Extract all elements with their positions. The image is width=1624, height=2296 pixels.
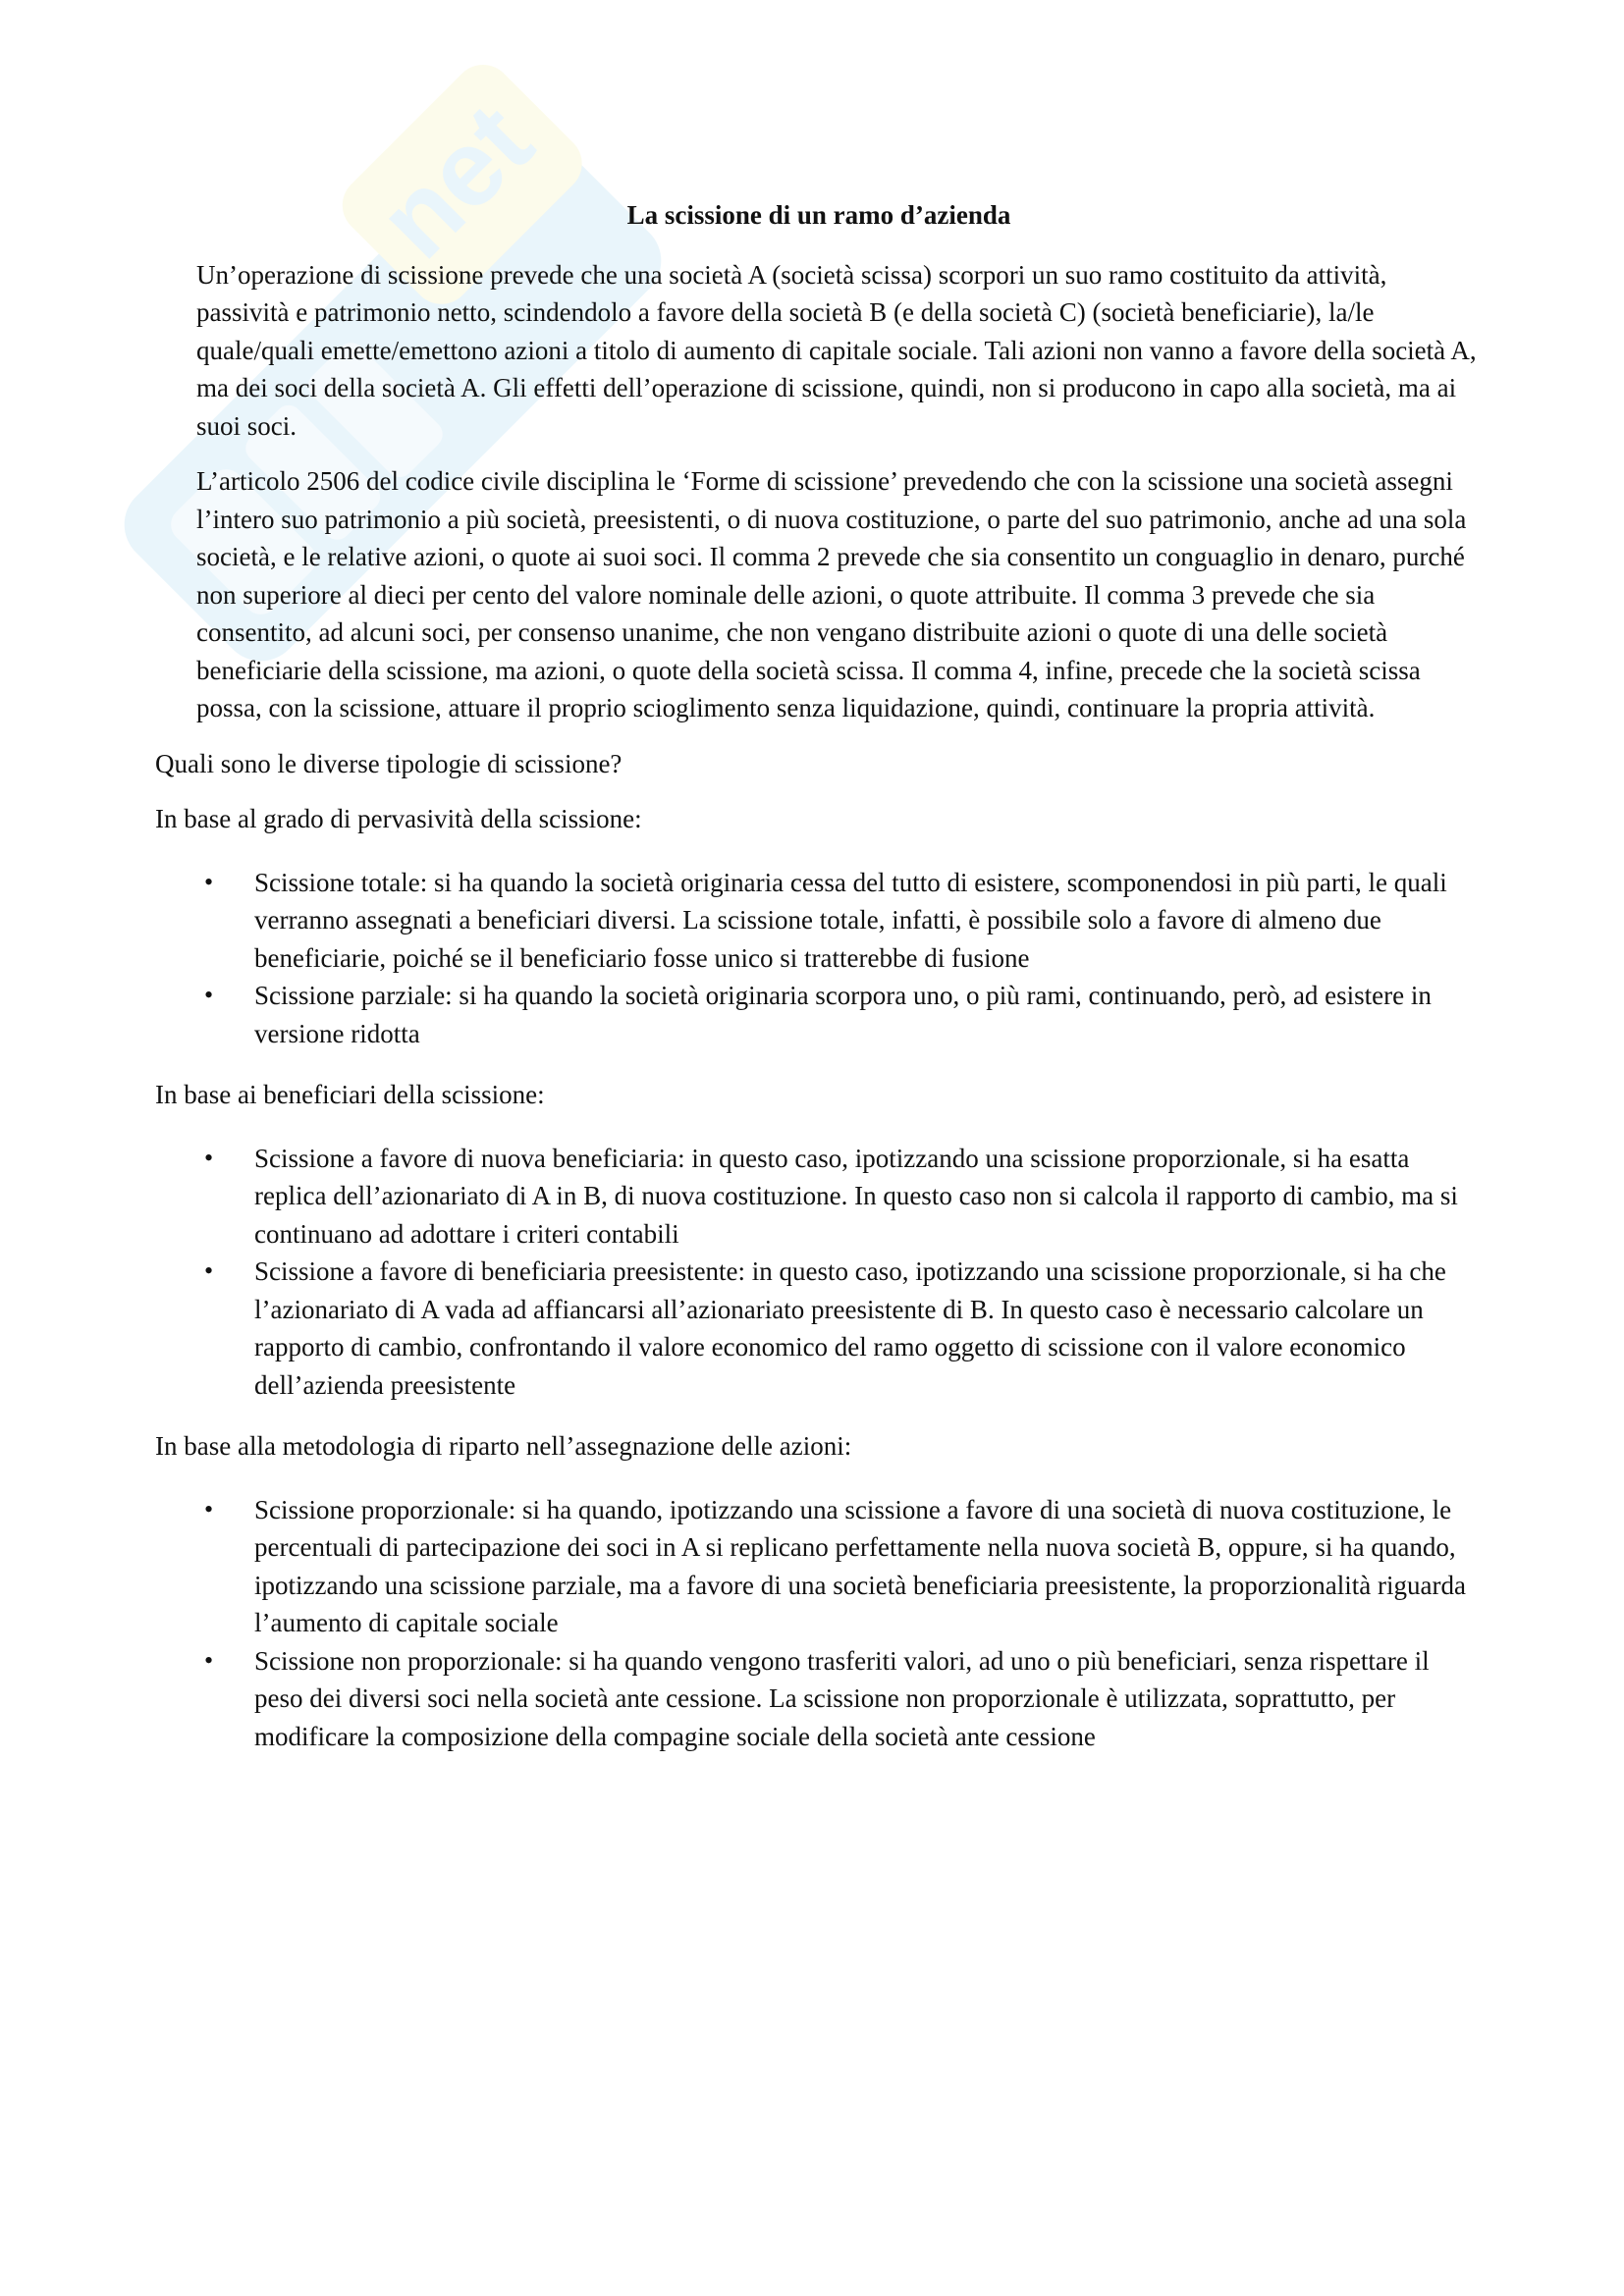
section-heading: In base al grado di pervasività della scissione: [155, 804, 642, 833]
list-item: • Scissione proporzionale: si ha quando, ipotizzando una scissione a favore di una società di nuova costituzione, le percentuali di partecipazione dei soci in A si replicano perfettamente nella nuova società B, oppure, si ha quando, ipotizzando una scissione parziale, ma a favore di una società beneficiaria preesistente, la proporzionalità riguarda l’aumento di capitale sociale [155, 1491, 1483, 1642]
list-item: • Scissione non proporzionale: si ha quando vengono trasferiti valori, ad uno o più beneficiari, senza rispettare il peso dei diversi soci nella società ante cessione. La scissione non proporzionale è utilizzata, soprattutto, per modificare la composizione della compagine sociale della società ante cessione [155, 1642, 1483, 1756]
intro-paragraph: Un’operazione di scissione prevede che una società A (società scissa) scorpori un suo ramo costituito da attività, passività e patrimonio netto, scindendolo a favore della società B (e della società C) (società beneficiarie), la/le quale/quali emette/emettono azioni a titolo di aumento di capitale sociale. Tali azioni non vanno a favore della società A, ma dei soci della società A. Gli effetti dell’operazione di scissione, quindi, non si producono in capo alla società, ma ai suoi soci. [196, 259, 1477, 441]
bullet-list [155, 864, 1483, 1053]
section-heading: In base alla metodologia di riparto nell’assegnazione delle azioni: [155, 1431, 852, 1461]
bullet-list [155, 1140, 1483, 1405]
list-item: • Scissione parziale: si ha quando la società originaria scorpora uno, o più rami, continuando, però, ad esistere in versione ridotta [155, 977, 1483, 1052]
list-item: • Scissione a favore di nuova beneficiaria: in questo caso, ipotizzando una scissione proporzionale, si ha esatta replica dell’azionariato di A in B, di nuova costituzione. In questo caso non si calcola il rapporto di cambio, ma si continuano ad adottare i criteri contabili [155, 1140, 1483, 1254]
list-item: • Scissione totale: si ha quando la società originaria cessa del tutto di esistere, scomponendosi in più parti, le quali verranno assegnati a beneficiari diversi. La scissione totale, infatti, è possibile solo a favore di almeno due beneficiarie, poiché se il beneficiario fosse unico si tratterebbe di fusione [155, 864, 1483, 978]
bullet-list [155, 1491, 1483, 1756]
page-title: La scissione di un ramo d’azienda [626, 200, 1011, 230]
article-paragraph: L’articolo 2506 del codice civile disciplina le ‘Forme di scissione’ prevedendo che con la scissione una società assegni l’intero suo patrimonio a più società, preesistenti, o di nuova costituzione, o parte del suo patrimonio, anche ad una sola società, e le relative azioni, o quote ai suoi soci. Il comma 2 prevede che sia consentito un conguaglio in denaro, purché non superiore al dieci per cento del valore nominale delle azioni, o quote attribuite. Il comma 3 prevede che sia consentito, ad alcuni soci, per consenso unanime, che non vengano distribuite azioni o quote di una delle società beneficiarie della scissione, ma azioni, o quote della società scissa. Il comma 4, infine, precede che la società scissa possa, con la scissione, attuare il proprio scioglimento senza liquidazione, quindi, continuare la propria attività. [196, 466, 1467, 722]
section-heading: In base ai beneficiari della scissione: [155, 1080, 545, 1109]
list-item: • Scissione a favore di beneficiaria preesistente: in questo caso, ipotizzando una scissione proporzionale, si ha che l’azionariato di A vada ad affiancarsi all’azionariato preesistente di B. In questo caso è necessario calcolare un rapporto di cambio, confrontando il valore economico del ramo oggetto di scissione con il valore economico dell’azienda preesistente [155, 1253, 1483, 1404]
watermark-text: net [354, 80, 556, 282]
document-body [155, 196, 1483, 1779]
question-text: Quali sono le diverse tipologie di scissione? [155, 748, 623, 778]
